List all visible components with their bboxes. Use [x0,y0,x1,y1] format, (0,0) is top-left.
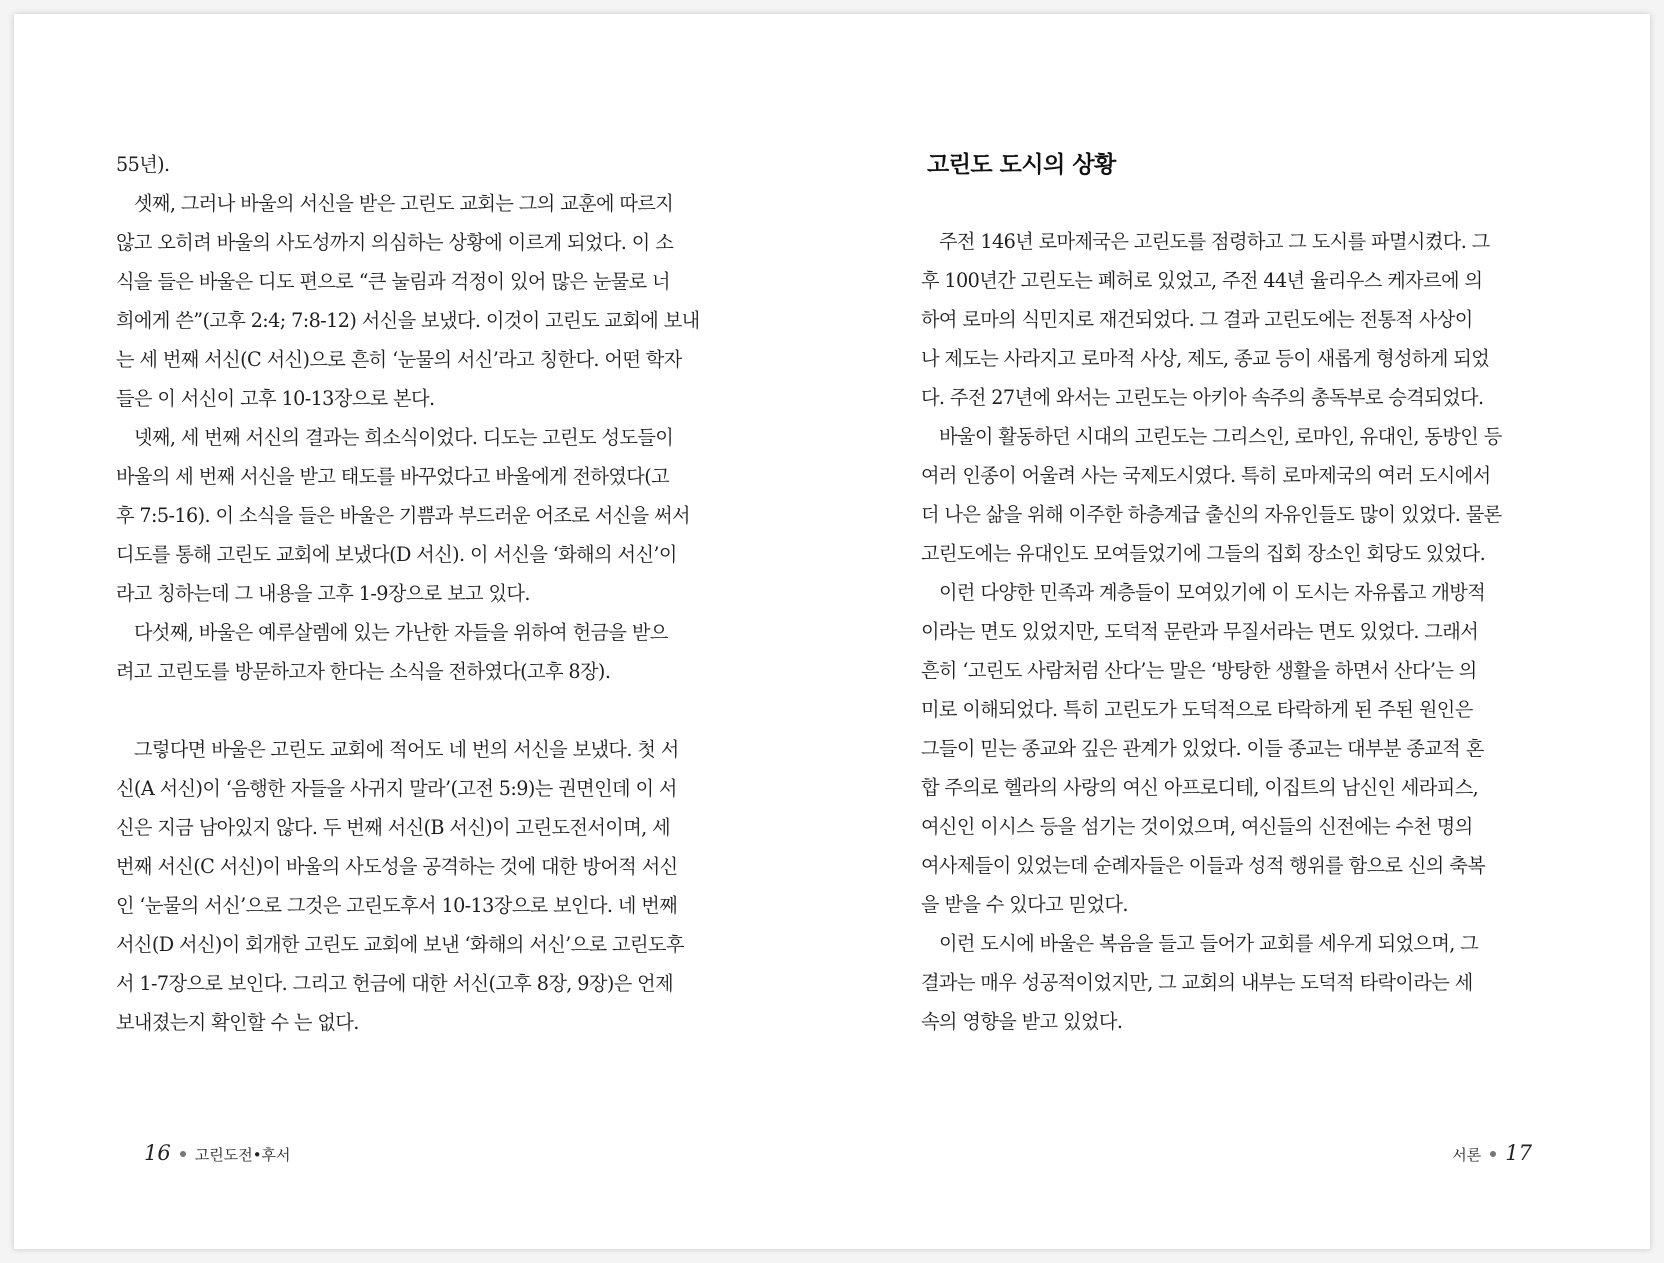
text-line: 흔히 ‘고린도 사람처럼 산다’는 말은 ‘방탕한 생활을 하면서 산다’는 의 [921,659,1477,682]
text-line: 주전 146년 로마제국은 고린도를 점령하고 그 도시를 파멸시켰다. 그 [939,230,1490,253]
text-line: 바울의 세 번째 서신을 받고 태도를 바꾸었다고 바울에게 전하였다(고 [116,465,670,488]
text-line: 여사제들이 있었는데 순례자들은 이들과 성적 행위를 함으로 신의 축복 [921,854,1486,877]
section-title: 고린도 도시의 상황 [927,152,1116,178]
left-page-body [116,145,716,1042]
text-line: 여신인 이시스 등을 섬기는 것이었으며, 여신들의 신전에는 수천 명의 [921,815,1473,838]
text-line: 다섯째, 바울은 예루살렘에 있는 가난한 자들을 위하여 헌금을 받으 [134,621,668,644]
text-line: 는 세 번째 서신(C 서신)으로 흔히 ‘눈물의 서신’라고 칭한다. 어떤 학자 [116,348,682,371]
page-number: 16 [144,1141,171,1165]
text-line: 이라는 면도 있었지만, 도덕적 문란과 무질서라는 면도 있었다. 그래서 [921,620,1479,643]
blank-line [116,691,716,730]
left-footer [144,1141,291,1165]
text-line: 이런 도시에 바울은 복음을 들고 들어가 교회를 세우게 되었으며, 그 [939,932,1479,955]
running-header-book-title: 고린도전•후서 [194,1146,291,1164]
text-line: 그들이 믿는 종교와 깊은 관계가 있었다. 이들 종교는 대부분 종교적 혼 [921,737,1484,760]
text-line: 을 받을 수 있다고 믿었다. [921,893,1128,916]
text-line: 나 제도는 사라지고 로마적 사상, 제도, 종교 등이 새롭게 형성하게 되었 [921,347,1490,370]
text-line: 않고 오히려 바울의 사도성까지 의심하는 상황에 이르게 되었다. 이 소 [116,231,674,254]
text-line: 보내졌는지 확인할 수 는 없다. [116,1011,359,1034]
right-page-body [921,222,1521,1041]
page-number: 17 [1505,1141,1532,1165]
text-line: 55년). [116,153,170,176]
text-line: 라고 칭하는데 그 내용을 고후 1-9장으로 보고 있다. [116,582,530,605]
running-header-chapter: 서론 [1452,1146,1482,1164]
left-page [14,14,832,1249]
text-line: 다. 주전 27년에 와서는 고린도는 아키아 속주의 총독부로 승격되었다. [921,386,1484,409]
text-line: 번째 서신(C 서신)이 바울의 사도성을 공격하는 것에 대한 방어적 서신 [116,855,678,878]
right-footer [1452,1141,1532,1165]
text-line: 려고 고린도를 방문하고자 한다는 소식을 전하였다(고후 8장). [116,660,611,683]
text-line: 더 나은 삶을 위해 이주한 하층계급 출신의 자유인들도 많이 있었다. 물론 [921,503,1502,526]
text-line: 서 1-7장으로 보인다. 그리고 헌금에 대한 서신(고후 8장, 9장)은 언제 [116,972,674,995]
text-line: 식을 들은 바울은 디도 편으로 “큰 눌림과 걱정이 있어 많은 눈물로 너 [116,270,670,293]
text-line: 그렇다면 바울은 고린도 교회에 적어도 네 번의 서신을 보냈다. 첫 서 [134,738,679,761]
text-line: 고린도에는 유대인도 모여들었기에 그들의 집회 장소인 회당도 있었다. [921,542,1486,565]
text-line: 합 주의로 헬라의 사랑의 여신 아프로디테, 이집트의 남신인 세라피스, [921,776,1479,799]
text-line: 인 ‘눈물의 서신’으로 그것은 고린도후서 10-13장으로 보인다. 네 번째 [116,894,678,917]
text-line: 희에게 쓴”(고후 2:4; 7:8-12) 서신을 보냈다. 이것이 고린도 교회에 보내 [116,309,700,332]
text-line: 후 100년간 고린도는 폐허로 있었고, 주전 44년 율리우스 케자르에 의 [921,269,1483,292]
text-line: 디도를 통해 고린도 교회에 보냈다(D 서신). 이 서신을 ‘화해의 서신’이 [116,543,677,566]
text-line: 여러 인종이 어울려 사는 국제도시였다. 특히 로마제국의 여러 도시에서 [921,464,1491,487]
bullet-separator [180,1151,186,1157]
book-spread [14,14,1650,1249]
text-line: 서신(D 서신)이 회개한 고린도 교회에 보낸 ‘화해의 서신’으로 고린도후 [116,933,684,956]
text-line: 속의 영향을 받고 있었다. [921,1010,1123,1033]
text-line: 바울이 활동하던 시대의 고린도는 그리스인, 로마인, 유대인, 동방인 등 [939,425,1502,448]
right-page [832,14,1650,1249]
text-line: 결과는 매우 성공적이었지만, 그 교회의 내부는 도덕적 타락이라는 세 [921,971,1473,994]
text-line: 이런 다양한 민족과 계층들이 모여있기에 이 도시는 자유롭고 개방적 [939,581,1486,604]
text-line: 셋째, 그러나 바울의 서신을 받은 고린도 교회는 그의 교훈에 따르지 [134,192,674,215]
text-line: 하여 로마의 식민지로 재건되었다. 그 결과 고린도에는 전통적 사상이 [921,308,1473,331]
text-line: 신은 지금 남아있지 않다. 두 번째 서신(B 서신)이 고린도전서이며, 세 [116,816,671,839]
text-line: 신(A 서신)이 ‘음행한 자들을 사귀지 말라’(고전 5:9)는 권면인데 이 서 [116,777,677,800]
text-line: 미로 이해되었다. 특히 고린도가 도덕적으로 타락하게 된 주된 원인은 [921,698,1473,721]
bullet-separator [1490,1151,1496,1157]
text-line: 들은 이 서신이 고후 10-13장으로 본다. [116,387,435,410]
text-line: 넷째, 세 번째 서신의 결과는 희소식이었다. 디도는 고린도 성도들이 [134,426,674,449]
text-line: 후 7:5-16). 이 소식을 들은 바울은 기쁨과 부드러운 어조로 서신을 써서 [116,504,690,527]
